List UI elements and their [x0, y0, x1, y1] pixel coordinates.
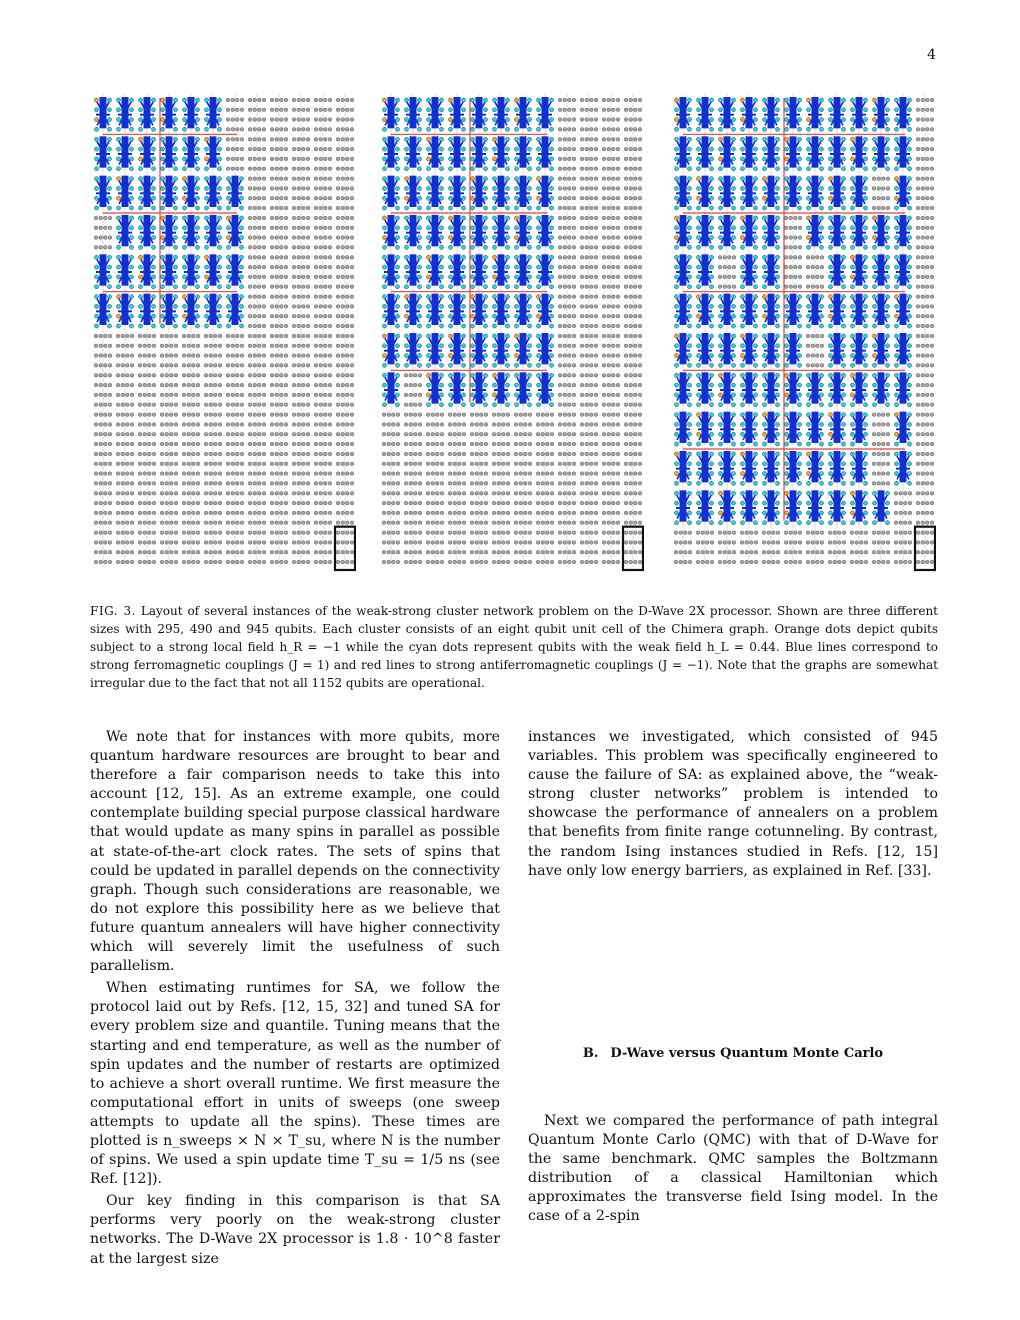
active-unit-cell: [850, 215, 867, 249]
active-unit-cell: [828, 372, 845, 406]
active-unit-cell: [872, 97, 889, 131]
active-unit-cell: [182, 254, 199, 288]
active-unit-cell: [828, 97, 845, 131]
active-unit-cell: [426, 372, 443, 406]
active-unit-cell: [696, 215, 713, 249]
active-unit-cell: [762, 176, 779, 210]
active-unit-cell: [894, 254, 911, 288]
chimera-graph-945: [672, 92, 936, 572]
active-unit-cell: [160, 215, 177, 249]
active-unit-cell: [138, 215, 155, 249]
active-unit-cell: [536, 254, 553, 288]
active-unit-cell: [536, 215, 553, 249]
active-unit-cell: [740, 372, 757, 406]
active-unit-cell: [674, 215, 691, 249]
active-unit-cell: [850, 333, 867, 367]
active-unit-cell: [514, 333, 531, 367]
active-unit-cell: [674, 490, 691, 524]
active-unit-cell: [740, 97, 757, 131]
active-unit-cell: [404, 215, 421, 249]
active-unit-cell: [138, 136, 155, 170]
active-unit-cell: [806, 490, 823, 524]
page-number: 4: [927, 47, 936, 63]
active-unit-cell: [784, 294, 801, 328]
active-unit-cell: [514, 215, 531, 249]
active-unit-cell: [762, 451, 779, 485]
active-unit-cell: [806, 136, 823, 170]
active-unit-cell: [426, 215, 443, 249]
active-unit-cell: [828, 294, 845, 328]
active-unit-cell: [204, 215, 221, 249]
active-unit-cell: [426, 97, 443, 131]
active-unit-cell: [872, 254, 889, 288]
active-unit-cell: [894, 372, 911, 406]
active-unit-cell: [448, 254, 465, 288]
active-unit-cell: [116, 294, 133, 328]
active-unit-cell: [762, 254, 779, 288]
active-unit-cell: [762, 412, 779, 446]
active-unit-cell: [426, 333, 443, 367]
active-unit-cell: [740, 176, 757, 210]
active-unit-cell: [492, 176, 509, 210]
active-unit-cell: [160, 176, 177, 210]
active-unit-cell: [514, 372, 531, 406]
active-unit-cell: [674, 451, 691, 485]
active-unit-cell: [718, 176, 735, 210]
active-unit-cell: [116, 136, 133, 170]
active-unit-cell: [492, 136, 509, 170]
active-unit-cell: [872, 333, 889, 367]
active-unit-cell: [382, 333, 399, 367]
right-column-continued: [528, 1112, 938, 1227]
active-unit-cell: [426, 136, 443, 170]
active-unit-cell: [894, 412, 911, 446]
left-paragraph-2: When estimating runtimes for SA, we follow the protocol laid out by Refs. [12, 15, 32] and tuned SA for every problem size and quantile. Tuning means that the starting and end temperature, as well as the number of spin updates and the number of restarts are optimized to achieve a short overall runtime. We first measure the computational effort in units of sweeps (one sweep attempts to update all the spins). These times are plotted is n_sweeps × N × T_su, where N is the number of spins. We used a spin update time T_su = 1/5 ns (see Ref. [12]).: [90, 980, 500, 1188]
active-unit-cell: [470, 294, 487, 328]
active-unit-cell: [850, 451, 867, 485]
active-unit-cell: [514, 176, 531, 210]
left-column: [90, 728, 500, 1269]
active-unit-cell: [382, 136, 399, 170]
active-unit-cell: [514, 254, 531, 288]
active-unit-cell: [740, 451, 757, 485]
active-unit-cell: [674, 372, 691, 406]
active-unit-cell: [828, 451, 845, 485]
active-unit-cell: [116, 176, 133, 210]
active-unit-cell: [492, 294, 509, 328]
active-unit-cell: [404, 333, 421, 367]
active-unit-cell: [850, 294, 867, 328]
active-unit-cell: [696, 412, 713, 446]
section-number: B.: [582, 1046, 599, 1061]
active-unit-cell: [696, 254, 713, 288]
active-unit-cell: [784, 176, 801, 210]
section-heading: [528, 1046, 938, 1061]
active-unit-cell: [696, 136, 713, 170]
active-unit-cell: [226, 294, 243, 328]
active-unit-cell: [492, 215, 509, 249]
active-unit-cell: [448, 333, 465, 367]
right-paragraph-2: Next we compared the performance of path integral Quantum Monte Carlo (QMC) with that of D-Wave for the same benchmark. QMC samples the Boltzmann distribution of a classical Hamiltonian which approximates the transverse field Ising model. In the case of a 2-spin: [528, 1113, 938, 1225]
active-unit-cell: [806, 412, 823, 446]
active-unit-cell: [382, 97, 399, 131]
active-unit-cell: [850, 490, 867, 524]
active-unit-cell: [182, 215, 199, 249]
active-unit-cell: [94, 294, 111, 328]
active-unit-cell: [850, 254, 867, 288]
active-unit-cell: [806, 97, 823, 131]
active-unit-cell: [404, 254, 421, 288]
figure-panel-490: [380, 92, 644, 572]
active-unit-cell: [784, 372, 801, 406]
figure-caption-label: FIG. 3.: [90, 604, 136, 618]
figure-caption-text: Layout of several instances of the weak-strong cluster network problem on the D-Wave 2X processor. Shown are three different sizes with 295, 490 and 945 qubits. Each cluster consists of an eight qubit unit cell of the Chimera graph. Orange dots depict qubits subject to a strong local field h_R = −1 while the cyan dots represent qubits with the weak field h_L = 0.44. Blue lines correspond to strong ferromagnetic couplings (J = 1) and red lines to strong antiferromagnetic couplings (J = −1). Note that the graphs are somewhat irregular due to the fact that not all 1152 qubits are operational.: [90, 604, 938, 690]
active-unit-cell: [448, 294, 465, 328]
figure-panel-945: [672, 92, 936, 572]
left-paragraph-3: Our key finding in this comparison is that SA performs very poorly on the weak-strong cluster networks. The D-Wave 2X processor is 1.8 · 10^8 faster at the largest size: [90, 1193, 500, 1267]
active-unit-cell: [138, 97, 155, 131]
active-unit-cell: [448, 97, 465, 131]
active-unit-cell: [674, 294, 691, 328]
active-unit-cell: [828, 333, 845, 367]
active-unit-cell: [784, 136, 801, 170]
active-unit-cell: [894, 294, 911, 328]
active-unit-cell: [674, 176, 691, 210]
active-unit-cell: [492, 333, 509, 367]
active-unit-cell: [382, 372, 399, 406]
active-unit-cell: [850, 136, 867, 170]
active-unit-cell: [470, 333, 487, 367]
active-unit-cell: [784, 490, 801, 524]
active-unit-cell: [894, 333, 911, 367]
antiferro-coupling-lines: [103, 98, 237, 324]
active-unit-cell: [138, 294, 155, 328]
right-column: [528, 728, 938, 881]
active-unit-cell: [116, 254, 133, 288]
active-unit-cell: [116, 97, 133, 131]
active-unit-cell: [784, 451, 801, 485]
active-unit-cell: [536, 176, 553, 210]
active-unit-cell: [470, 215, 487, 249]
active-unit-cell: [674, 254, 691, 288]
active-unit-cell: [806, 451, 823, 485]
active-unit-cell: [784, 333, 801, 367]
active-unit-cell: [718, 294, 735, 328]
figure-caption: [90, 602, 938, 692]
active-unit-cell: [806, 294, 823, 328]
active-unit-cell: [806, 215, 823, 249]
active-unit-cell: [894, 176, 911, 210]
active-unit-cell: [718, 451, 735, 485]
active-unit-cell: [850, 97, 867, 131]
active-unit-cell: [696, 176, 713, 210]
active-unit-cell: [94, 97, 111, 131]
active-unit-cell: [182, 176, 199, 210]
active-unit-cell: [762, 333, 779, 367]
active-unit-cell: [382, 294, 399, 328]
active-unit-cell: [382, 176, 399, 210]
section-title: D-Wave versus Quantum Monte Carlo: [610, 1046, 884, 1061]
figure-chimera-layouts: [92, 92, 944, 574]
active-unit-cell: [182, 294, 199, 328]
chimera-graph-295: [92, 92, 356, 572]
active-unit-cell: [160, 254, 177, 288]
active-unit-cell: [204, 136, 221, 170]
active-unit-cell: [828, 490, 845, 524]
active-unit-cell: [426, 294, 443, 328]
active-unit-cell: [828, 254, 845, 288]
active-unit-cell: [160, 294, 177, 328]
active-unit-cell: [740, 412, 757, 446]
active-unit-cell: [470, 136, 487, 170]
active-unit-cell: [696, 97, 713, 131]
active-unit-cell: [226, 254, 243, 288]
active-unit-cell: [94, 136, 111, 170]
active-unit-cell: [718, 136, 735, 170]
active-unit-cell: [426, 254, 443, 288]
active-unit-cell: [894, 215, 911, 249]
active-unit-cell: [894, 451, 911, 485]
active-unit-cell: [674, 412, 691, 446]
active-unit-cell: [696, 490, 713, 524]
active-unit-cell: [182, 97, 199, 131]
active-unit-cell: [740, 333, 757, 367]
active-unit-cell: [404, 294, 421, 328]
active-unit-cell: [536, 97, 553, 131]
active-unit-cell: [784, 97, 801, 131]
active-unit-cell: [718, 490, 735, 524]
active-unit-cell: [204, 176, 221, 210]
active-unit-cell: [872, 372, 889, 406]
active-unit-cell: [404, 97, 421, 131]
active-unit-cell: [718, 97, 735, 131]
active-unit-cell: [470, 97, 487, 131]
active-unit-cell: [94, 254, 111, 288]
active-unit-cell: [828, 412, 845, 446]
active-unit-cell: [674, 97, 691, 131]
active-unit-cell: [204, 97, 221, 131]
active-unit-cell: [160, 136, 177, 170]
active-unit-cell: [536, 333, 553, 367]
active-unit-cell: [514, 136, 531, 170]
active-unit-cell: [492, 97, 509, 131]
active-unit-cell: [536, 136, 553, 170]
active-unit-cell: [514, 97, 531, 131]
left-paragraph-1: We note that for instances with more qubits, more quantum hardware resources are brought to bear and therefore a fair comparison needs to take this into account [12, 15]. As an extreme example, one could contemplate building special purpose classical hardware that would update as many spins in parallel as possible at state-of-the-art clock rates. The sets of spins that could be updated in parallel depends on the connectivity graph. Though such considerations are reasonable, we do not explore this possibility here as we believe that future quantum annealers will have higher connectivity which will severely limit the usefulness of such parallelism.: [90, 729, 500, 975]
active-unit-cell: [740, 136, 757, 170]
active-unit-cell: [850, 176, 867, 210]
active-unit-cell: [762, 372, 779, 406]
active-unit-cell: [470, 176, 487, 210]
active-unit-cell: [872, 490, 889, 524]
active-unit-cell: [762, 294, 779, 328]
active-unit-cell: [404, 136, 421, 170]
active-unit-cell: [718, 372, 735, 406]
active-unit-cell: [872, 215, 889, 249]
active-unit-cell: [740, 490, 757, 524]
active-unit-cell: [470, 254, 487, 288]
active-unit-cell: [160, 97, 177, 131]
active-unit-cell: [696, 294, 713, 328]
active-unit-cell: [740, 215, 757, 249]
active-unit-cell: [536, 372, 553, 406]
active-unit-cell: [762, 97, 779, 131]
active-unit-cell: [674, 333, 691, 367]
active-unit-cell: [536, 294, 553, 328]
active-unit-cell: [718, 412, 735, 446]
active-unit-cell: [806, 176, 823, 210]
active-unit-cell: [894, 136, 911, 170]
active-unit-cell: [382, 215, 399, 249]
active-unit-cell: [116, 215, 133, 249]
active-unit-cell: [696, 372, 713, 406]
active-unit-cell: [872, 136, 889, 170]
active-unit-cell: [696, 451, 713, 485]
active-unit-cell: [492, 372, 509, 406]
active-unit-cell: [226, 215, 243, 249]
active-unit-cell: [470, 372, 487, 406]
active-unit-cell: [426, 176, 443, 210]
active-unit-cell: [872, 294, 889, 328]
active-unit-cell: [696, 333, 713, 367]
active-unit-cell: [382, 254, 399, 288]
active-unit-cell: [182, 136, 199, 170]
active-unit-cell: [448, 136, 465, 170]
active-unit-cell: [138, 254, 155, 288]
active-unit-cell: [850, 412, 867, 446]
active-unit-cell: [828, 176, 845, 210]
figure-panel-295: [92, 92, 356, 572]
active-unit-cell: [448, 215, 465, 249]
active-unit-cell: [492, 254, 509, 288]
active-unit-cell: [204, 254, 221, 288]
right-paragraph-1: instances we investigated, which consisted of 945 variables. This problem was specifically engineered to cause the failure of SA: as explained above, the “weak-strong cluster networks” problem is intended to showcase the performance of annealers on a problem that benefits from finite range cotunneling. By contrast, the random Ising instances studied in Refs. [12, 15] have only low energy barriers, as explained in Ref. [33].: [528, 729, 938, 879]
active-unit-cell: [762, 215, 779, 249]
active-unit-cell: [204, 294, 221, 328]
active-unit-cell: [740, 294, 757, 328]
active-unit-cell: [850, 372, 867, 406]
active-unit-cell: [138, 176, 155, 210]
active-unit-cell: [762, 136, 779, 170]
active-unit-cell: [448, 372, 465, 406]
active-unit-cell: [718, 333, 735, 367]
active-unit-cell: [784, 412, 801, 446]
active-unit-cell: [718, 215, 735, 249]
active-unit-cell: [226, 176, 243, 210]
active-unit-cell: [404, 176, 421, 210]
active-unit-cell: [828, 136, 845, 170]
chimera-graph-490: [380, 92, 644, 572]
active-unit-cell: [514, 294, 531, 328]
active-unit-cell: [448, 176, 465, 210]
active-unit-cell: [894, 97, 911, 131]
active-unit-cell: [94, 176, 111, 210]
active-unit-cell: [740, 254, 757, 288]
active-unit-cell: [762, 490, 779, 524]
active-unit-cell: [806, 372, 823, 406]
active-unit-cell: [828, 215, 845, 249]
active-unit-cell: [674, 136, 691, 170]
